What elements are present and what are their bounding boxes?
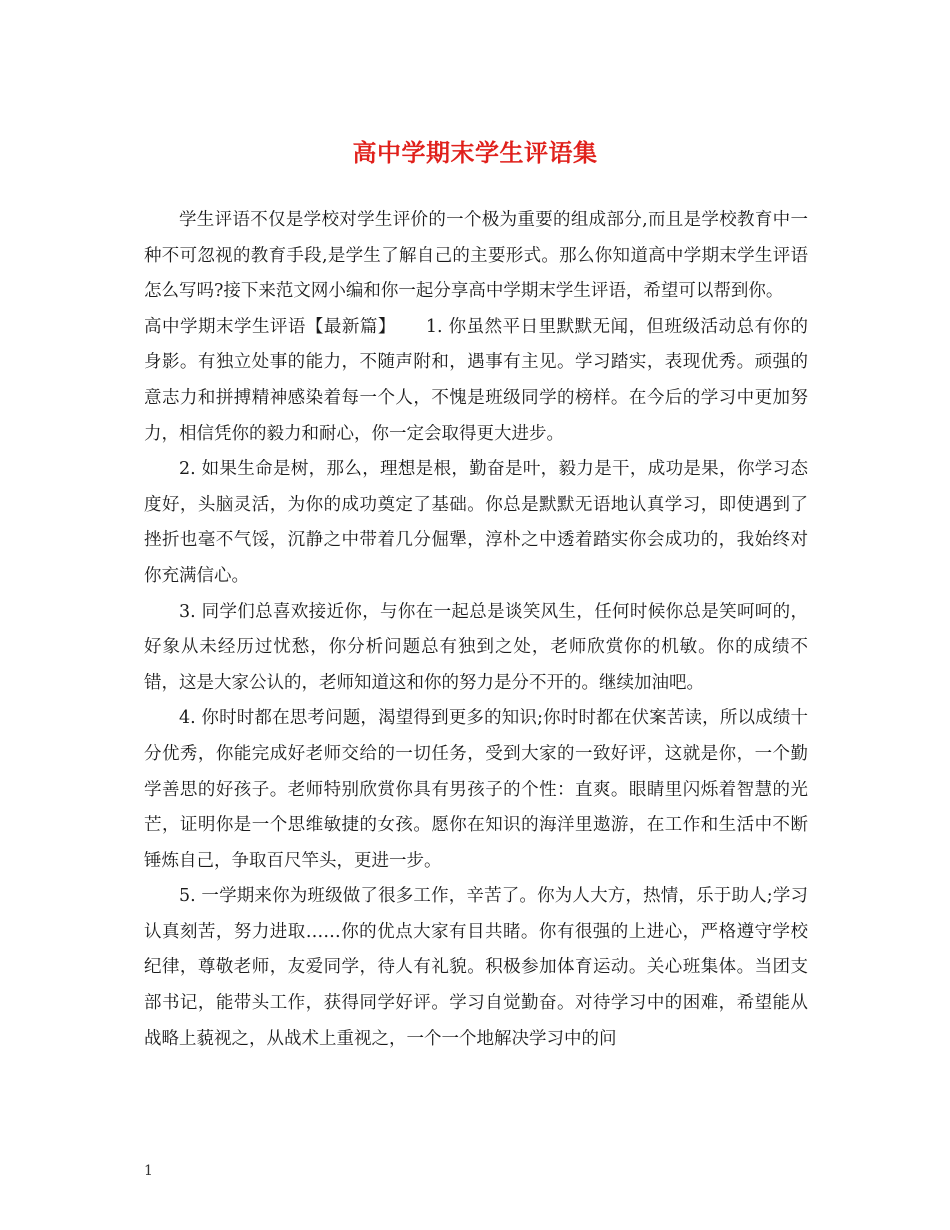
comment-item-2: 2. 如果生命是树，那么，理想是根，勤奋是叶，毅力是干，成功是果，你学习态度好，头脑灵活，为你的成功奠定了基础。你总是默默无语地认真学习，即使遇到了挫折也毫不气馁，沉静之中带着几分倔犟，淳朴之中透着踏实你会成功的，我始终对你充满信心。 <box>144 459 808 586</box>
page-number: 1 <box>144 1163 153 1179</box>
document-body <box>144 203 808 1057</box>
comment-item-5: 5. 一学期来你为班级做了很多工作，辛苦了。你为人大方，热情，乐于助人;学习认真刻苦，努力进取……你的优点大家有目共睹。你有很强的上进心，严格遵守学校纪律，尊敬老师，友爱同学，待人有礼貌。积极参加体育运动。关心班集体。当团支部书记，能带头工作，获得同学好评。学习自觉勤奋。对待学习中的困难，希望能从战略上藐视之，从战术上重视之，一个一个地解决学习中的问 <box>144 886 808 1049</box>
page-title: 高中学期末学生评语集 <box>352 139 598 167</box>
section-heading: 高中学期末学生评语【最新篇】 <box>144 316 396 337</box>
intro-paragraph: 学生评语不仅是学校对学生评价的一个极为重要的组成部分,而且是学校教育中一种不可忽视的教育手段,是学生了解自己的主要形式。那么你知道高中学期末学生评语怎么写吗?接下来范文网小编和你一起分享高中学期末学生评语，希望可以帮到你。 <box>144 210 808 302</box>
comment-item-4: 4. 你时时都在思考问题，渴望得到更多的知识;你时时都在伏案苦读，所以成绩十分优秀，你能完成好老师交给的一切任务，受到大家的一致好评，这就是你，一个勤学善思的好孩子。老师特别欣赏你具有男孩子的个性：直爽。眼睛里闪烁着智慧的光芒，证明你是一个思维敏捷的女孩。愿你在知识的海洋里遨游，在工作和生活中不断锤炼自己，争取百尺竿头，更进一步。 <box>144 708 808 871</box>
comment-item-1: 1. 你虽然平日里默默无闻，但班级活动总有你的身影。有独立处事的能力，不随声附和，遇事有主见。学习踏实，表现优秀。顽强的意志力和拼搏精神感染着每一个人，不愧是班级同学的榜样。在今后的学习中更加努力，相信凭你的毅力和耐心，你一定会取得更大进步。 <box>144 316 808 444</box>
comment-item-3: 3. 同学们总喜欢接近你，与你在一起总是谈笑风生，任何时候你总是笑呵呵的，好象从未经历过忧愁，你分析问题总有独到之处，老师欣赏你的机敏。你的成绩不错，这是大家公认的，老师知道这和你的努力是分不开的。继续加油吧。 <box>144 601 808 693</box>
first-item-paragraph <box>144 310 808 452</box>
